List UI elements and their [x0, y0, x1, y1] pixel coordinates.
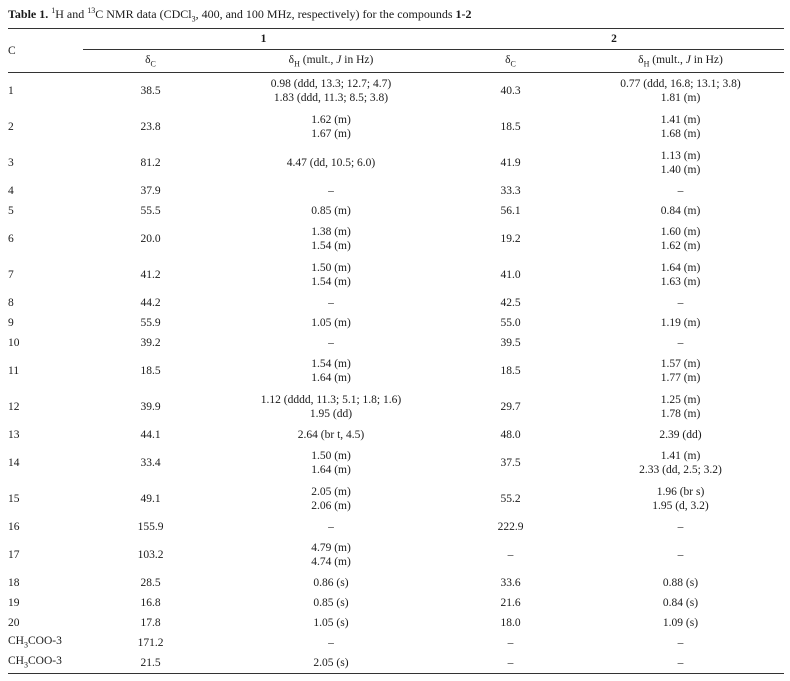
cell-dc-1: 28.5 [140, 577, 161, 589]
table-row [8, 181, 784, 201]
header-dc-2: $\delta_C$ [505, 53, 516, 69]
table-row [8, 653, 784, 674]
table-row [8, 593, 784, 613]
cell-dh-2 [577, 573, 784, 593]
cell-dh-1 [218, 633, 444, 653]
shift-line: 1.77 (m) [660, 372, 701, 384]
table-row [8, 313, 784, 333]
shift-line: 1.67 (m) [311, 128, 351, 140]
shift-line: – [328, 337, 334, 349]
shift-line: 1.40 (m) [660, 164, 701, 176]
shift-line: 0.84 (s) [662, 597, 699, 609]
cell-dh-2 [577, 353, 784, 389]
cell-dc-1: 37.9 [140, 185, 161, 197]
cell-dc-1: 23.8 [140, 121, 161, 133]
shift-line: 0.85 (m) [311, 205, 351, 217]
cell-dc-1: 33.4 [140, 457, 161, 469]
cell-dh-1 [218, 517, 444, 537]
cell-dh-2 [577, 313, 784, 333]
cell-dh-1 [218, 313, 444, 333]
table-row [8, 333, 784, 353]
table-row [8, 257, 784, 293]
shift-line: 1.54 (m) [311, 358, 351, 370]
cell-carbon: 5 [8, 205, 14, 217]
shift-line: – [328, 185, 334, 197]
shift-line: – [677, 337, 684, 349]
cell-dc-2: 29.7 [500, 401, 521, 413]
table-row [8, 481, 784, 517]
caption-label: Table 1. [8, 7, 49, 21]
shift-line: 2.39 (dd) [659, 429, 702, 441]
table-row [8, 613, 784, 633]
cell-dh-1 [218, 593, 444, 613]
cell-dc-1: 18.5 [140, 365, 161, 377]
shift-line: 1.50 (m) [311, 450, 351, 462]
header-compound-2: 2 [444, 29, 784, 50]
cell-dc-1: 20.0 [140, 233, 161, 245]
cell-dh-1 [218, 181, 444, 201]
cell-dh-1 [218, 257, 444, 293]
cell-dh-2 [577, 593, 784, 613]
shift-line: – [677, 297, 684, 309]
table-body [8, 73, 784, 674]
shift-line: 1.57 (m) [660, 358, 701, 370]
shift-line: 1.81 (m) [660, 92, 701, 104]
cell-dh-1 [218, 353, 444, 389]
shift-line: 1.64 (m) [660, 262, 701, 274]
shift-line: 1.13 (m) [660, 150, 701, 162]
nmr-data-table [8, 28, 784, 674]
shift-line: – [328, 637, 334, 649]
table-row [8, 389, 784, 425]
cell-dh-1 [218, 389, 444, 425]
shift-line: 1.09 (s) [662, 617, 699, 629]
shift-line: 2.64 (br t, 4.5) [297, 429, 365, 441]
cell-carbon: 17 [8, 549, 20, 561]
shift-line: 4.47 (dd, 10.5; 6.0) [286, 157, 376, 169]
shift-line: – [677, 185, 684, 197]
cell-dh-1 [218, 537, 444, 573]
cell-dh-1 [218, 613, 444, 633]
cell-dh-1 [218, 293, 444, 313]
shift-line: 2.05 (s) [313, 657, 349, 669]
shift-line: 1.38 (m) [311, 226, 351, 238]
header-row-columns [8, 50, 784, 73]
table-row [8, 633, 784, 653]
cell-dh-2 [577, 221, 784, 257]
cell-dc-1: 171.2 [137, 637, 164, 649]
cell-dh-1 [218, 221, 444, 257]
shift-line: – [677, 521, 684, 533]
cell-dc-1: 17.8 [140, 617, 161, 629]
cell-dc-2: 42.5 [500, 297, 521, 309]
cell-dh-2 [577, 333, 784, 353]
cell-dc-2: 48.0 [500, 429, 521, 441]
cell-carbon: 14 [8, 457, 20, 469]
cell-dc-2: – [507, 637, 514, 649]
cell-dh-2 [577, 389, 784, 425]
cell-dc-1: 81.2 [140, 157, 161, 169]
shift-line: 4.74 (m) [311, 556, 351, 568]
cell-dc-2: – [444, 653, 577, 674]
cell-dc-1: 39.2 [140, 337, 161, 349]
shift-line: – [677, 637, 684, 649]
cell-carbon: 7 [8, 269, 14, 281]
cell-dc-2: 55.0 [500, 317, 521, 329]
shift-line: 1.54 (m) [311, 240, 351, 252]
cell-dc-2: 41.9 [500, 157, 521, 169]
table-row [8, 425, 784, 445]
shift-line: 1.78 (m) [660, 408, 701, 420]
cell-dc-2: 39.5 [500, 337, 521, 349]
header-dh-1: $\delta_H$ (mult., J in Hz) [288, 53, 374, 69]
cell-dc-2: 33.3 [500, 185, 521, 197]
cell-carbon: 16 [8, 521, 20, 533]
shift-line: 1.41 (m) [660, 450, 701, 462]
cell-dh-2 [577, 445, 784, 481]
cell-dc-1: 16.8 [140, 597, 161, 609]
shift-line: – [328, 297, 334, 309]
cell-dc-1: 44.2 [140, 297, 161, 309]
cell-dc-2: 33.6 [500, 577, 521, 589]
shift-line: 1.96 (br s) [656, 486, 705, 498]
cell-carbon: 4 [8, 185, 14, 197]
cell-dc-2: 21.6 [500, 597, 521, 609]
cell-dh-1 [218, 145, 444, 181]
table-row [8, 145, 784, 181]
shift-line: 1.05 (s) [313, 617, 349, 629]
cell-carbon: 8 [8, 297, 14, 309]
shift-line: 0.88 (s) [662, 577, 699, 589]
cell-carbon: 20 [8, 617, 20, 629]
shift-line: 2.06 (m) [311, 500, 351, 512]
header-dh-2: $\delta_H$ (mult., J in Hz) [638, 53, 723, 69]
cell-dc-2: 56.1 [500, 205, 521, 217]
cell-dh-2 [577, 633, 784, 653]
cell-carbon: 19 [8, 597, 20, 609]
shift-line: – [677, 549, 684, 561]
shift-line: 1.63 (m) [660, 276, 701, 288]
cell-dc-2: 37.5 [500, 457, 521, 469]
cell-dc-2: 222.9 [497, 521, 524, 533]
cell-dc-2: 18.0 [500, 617, 521, 629]
cell-carbon: 18 [8, 577, 20, 589]
header-c-label: C [8, 29, 83, 73]
cell-carbon: 15 [8, 493, 20, 505]
cell-dc-2: 41.0 [500, 269, 521, 281]
table-row [8, 293, 784, 313]
cell-carbon: 2 [8, 121, 14, 133]
shift-line: 1.50 (m) [311, 262, 351, 274]
shift-line: 4.79 (m) [311, 542, 351, 554]
shift-line: 1.64 (m) [311, 372, 351, 384]
header-compound-1: 1 [83, 29, 444, 50]
cell-dc-1: 38.5 [83, 73, 218, 110]
cell-carbon: 13 [8, 429, 20, 441]
cell-carbon: 3 [8, 157, 14, 169]
table-row [8, 573, 784, 593]
cell-carbon: 1 [8, 73, 83, 110]
cell-dc-2: 18.5 [500, 365, 521, 377]
shift-line: 1.60 (m) [660, 226, 701, 238]
shift-line: 1.95 (dd) [309, 408, 353, 420]
table-row [8, 109, 784, 145]
cell-dc-2: 55.2 [500, 493, 521, 505]
table-row [8, 517, 784, 537]
shift-line: 0.86 (s) [313, 577, 349, 589]
shift-line: 1.54 (m) [311, 276, 351, 288]
shift-line: 1.19 (m) [660, 317, 701, 329]
table-caption: Table 1. $^1$H and $^{13}$C NMR data (CDCl$_3$, 400, and 100 MHz, respectively) for the compounds 1-2 [8, 6, 472, 24]
cell-dc-1: 39.9 [140, 401, 161, 413]
shift-line: 1.12 (dddd, 11.3; 5.1; 1.8; 1.6) [260, 394, 402, 406]
cell-dh-1 [218, 653, 444, 674]
cell-carbon: $CH_3COO-3$ [8, 634, 62, 650]
cell-dh-2 [577, 537, 784, 573]
shift-line: 1.05 (m) [311, 317, 351, 329]
cell-dh-2 [577, 109, 784, 145]
table-row [8, 445, 784, 481]
cell-carbon: $CH_3COO-3$ [8, 653, 83, 674]
cell-carbon: 10 [8, 337, 20, 349]
cell-carbon: 12 [8, 401, 20, 413]
shift-line: 2.05 (m) [311, 486, 351, 498]
cell-dh-2 [577, 293, 784, 313]
shift-line: 0.84 (m) [660, 205, 701, 217]
table-row [8, 353, 784, 389]
table-row [8, 537, 784, 573]
shift-line: 1.83 (ddd, 11.3; 8.5; 3.8) [273, 92, 389, 104]
cell-dc-1: 103.2 [137, 549, 164, 561]
cell-carbon: 9 [8, 317, 14, 329]
cell-dh-2 [577, 257, 784, 293]
cell-dc-1: 21.5 [83, 653, 218, 674]
cell-dh-2 [577, 653, 784, 674]
caption-compounds: 1-2 [455, 7, 472, 21]
cell-dh-1 [218, 573, 444, 593]
shift-line: 1.62 (m) [311, 114, 351, 126]
cell-dh-2 [577, 145, 784, 181]
cell-carbon: 11 [8, 365, 20, 377]
cell-dh-1 [218, 109, 444, 145]
cell-dh-1 [218, 425, 444, 445]
shift-line: 0.85 (s) [313, 597, 349, 609]
cell-dh-1 [218, 481, 444, 517]
shift-line: 0.98 (ddd, 13.3; 12.7; 4.7) [270, 78, 392, 90]
shift-line: 1.41 (m) [660, 114, 701, 126]
cell-dh-2 [577, 425, 784, 445]
table-row [8, 73, 784, 110]
cell-dh-2 [577, 73, 784, 110]
shift-line: 2.33 (dd, 2.5; 3.2) [639, 464, 722, 476]
cell-dc-1: 155.9 [137, 521, 164, 533]
shift-line: – [677, 657, 684, 669]
table-row [8, 201, 784, 221]
cell-dh-2 [577, 517, 784, 537]
cell-dh-1 [218, 333, 444, 353]
cell-dh-1 [218, 201, 444, 221]
cell-dh-2 [577, 481, 784, 517]
shift-line: 1.64 (m) [311, 464, 351, 476]
table-row [8, 221, 784, 257]
cell-dc-2: – [507, 549, 514, 561]
cell-dc-2: 19.2 [500, 233, 521, 245]
cell-dc-1: 49.1 [140, 493, 161, 505]
cell-dc-1: 41.2 [140, 269, 161, 281]
shift-line: 1.68 (m) [660, 128, 701, 140]
cell-dh-2 [577, 181, 784, 201]
cell-dc-1: 55.5 [140, 205, 161, 217]
shift-line: 0.77 (ddd, 16.8; 13.1; 3.8) [620, 78, 741, 90]
shift-line: – [328, 521, 334, 533]
cell-dc-2: 40.3 [444, 73, 577, 110]
shift-line: 1.25 (m) [660, 394, 701, 406]
header-row-compounds [8, 29, 784, 50]
header-dc-1: $\delta_C$ [145, 53, 156, 69]
shift-line: 1.62 (m) [660, 240, 701, 252]
cell-dh-2 [577, 613, 784, 633]
cell-dh-1 [218, 73, 444, 110]
cell-dh-2 [577, 201, 784, 221]
cell-dc-2: 18.5 [500, 121, 521, 133]
cell-dc-1: 44.1 [140, 429, 161, 441]
cell-dc-1: 55.9 [140, 317, 161, 329]
shift-line: 1.95 (d, 3.2) [652, 500, 709, 512]
cell-carbon: 6 [8, 233, 14, 245]
cell-dh-1 [218, 445, 444, 481]
